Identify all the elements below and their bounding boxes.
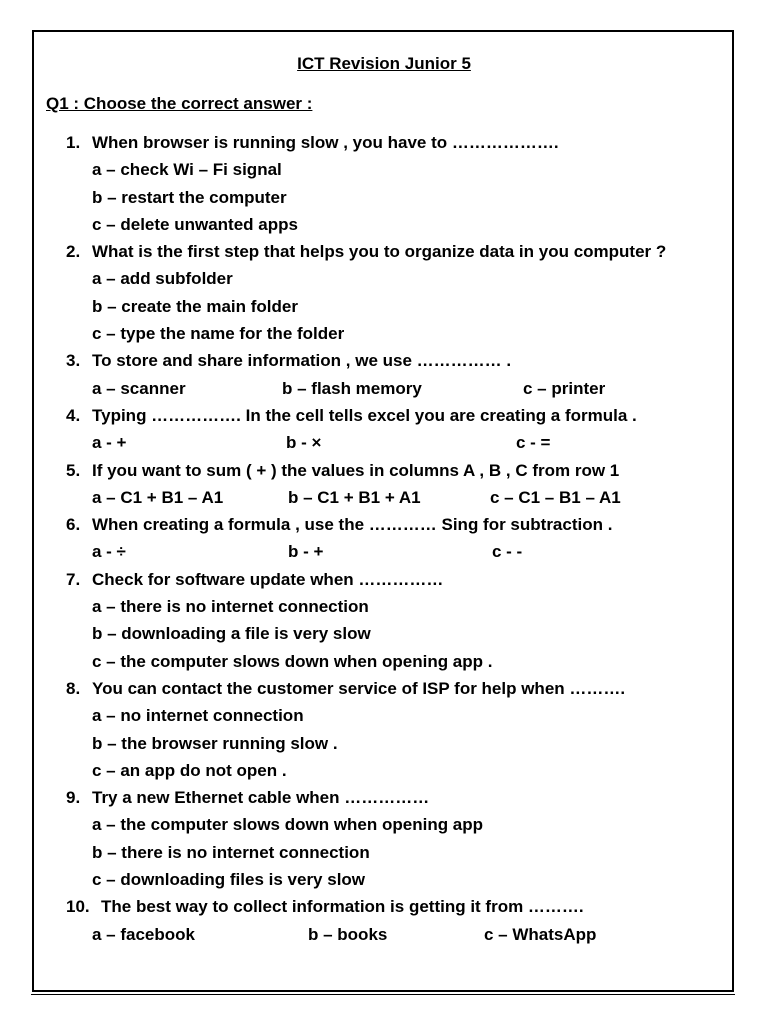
option-b: b – create the main folder	[92, 296, 298, 316]
question-9	[66, 784, 716, 811]
option-c: c - -	[492, 542, 523, 562]
option-c: c – printer	[523, 378, 606, 398]
question-number: 6.	[66, 515, 81, 535]
option-a: a – facebook	[92, 924, 195, 944]
option-b: b - ×	[286, 433, 322, 453]
page-title: ICT Revision Junior 5	[297, 54, 471, 73]
option-row	[66, 375, 716, 402]
option-a: a – the computer slows down when opening app	[92, 815, 484, 835]
option-a: a - +	[92, 433, 127, 453]
question-text: The best way to collect information is getting it from ……….	[101, 897, 584, 917]
option-b: b - +	[288, 542, 324, 562]
question-list	[66, 129, 716, 948]
question-number: 8.	[66, 678, 81, 698]
question-number: 3.	[66, 351, 81, 371]
option-a: a – scanner	[92, 378, 186, 398]
question-6	[66, 511, 716, 538]
option-b: b – downloading a file is very slow	[92, 624, 371, 644]
option-c: c – C1 – B1 – A1	[490, 487, 621, 507]
question-number: 7.	[66, 569, 81, 589]
option-b: b – restart the computer	[92, 187, 287, 207]
option-b: b – the browser running slow .	[92, 733, 338, 753]
question-text: When browser is running slow , you have to ……………….	[92, 133, 559, 152]
section-heading: Q1 : Choose the correct answer :	[46, 94, 313, 113]
question-5	[66, 457, 716, 484]
option-b: b – books	[308, 924, 388, 944]
question-text: To store and share information , we use …………… .	[92, 351, 512, 371]
question-number: 10.	[66, 897, 90, 917]
question-2	[66, 238, 716, 265]
option-a: a – no internet connection	[92, 706, 304, 726]
question-number: 2.	[66, 242, 81, 262]
question-number: 5.	[66, 460, 81, 480]
question-text: If you want to sum ( + ) the values in columns A , B , C from row 1	[92, 460, 620, 480]
option-c: c – the computer slows down when opening app .	[92, 651, 493, 671]
option-a: a – there is no internet connection	[92, 597, 369, 617]
question-text: Typing ……………. In the cell tells excel you are creating a formula .	[92, 405, 637, 425]
question-number: 9.	[66, 788, 81, 808]
option-c: c – an app do not open .	[92, 760, 287, 780]
option-c: c – type the name for the folder	[92, 324, 345, 344]
option-row	[66, 429, 716, 456]
question-text: What is the first step that helps you to organize data in you computer ?	[92, 242, 667, 262]
option-c: c – downloading files is very slow	[92, 870, 366, 890]
option-c: c – WhatsApp	[484, 924, 597, 944]
option-b: b – C1 + B1 + A1	[288, 487, 421, 507]
question-10	[66, 893, 716, 920]
option-row	[66, 921, 716, 948]
option-c: c – delete unwanted apps	[92, 214, 298, 234]
question-number: 4.	[66, 405, 81, 425]
question-4	[66, 402, 716, 429]
option-b: b – flash memory	[282, 378, 422, 398]
question-text: Try a new Ethernet cable when ……………	[92, 788, 430, 808]
option-a: a – C1 + B1 – A1	[92, 487, 224, 507]
question-1	[66, 129, 716, 156]
option-b: b – there is no internet connection	[92, 842, 370, 862]
option-a: a - ÷	[92, 542, 126, 562]
question-3	[66, 347, 716, 374]
question-8	[66, 675, 716, 702]
question-text: You can contact the customer service of ISP for help when ……….	[92, 678, 626, 698]
option-row	[66, 484, 716, 511]
option-row	[66, 538, 716, 565]
question-7	[66, 566, 716, 593]
option-a: a – check Wi – Fi signal	[92, 160, 282, 180]
question-text: When creating a formula , use the ………… Sing for subtraction .	[92, 515, 613, 535]
option-a: a – add subfolder	[92, 269, 233, 289]
option-c: c - =	[516, 433, 551, 453]
question-number: 1.	[66, 133, 81, 152]
question-text: Check for software update when ……………	[92, 569, 444, 589]
